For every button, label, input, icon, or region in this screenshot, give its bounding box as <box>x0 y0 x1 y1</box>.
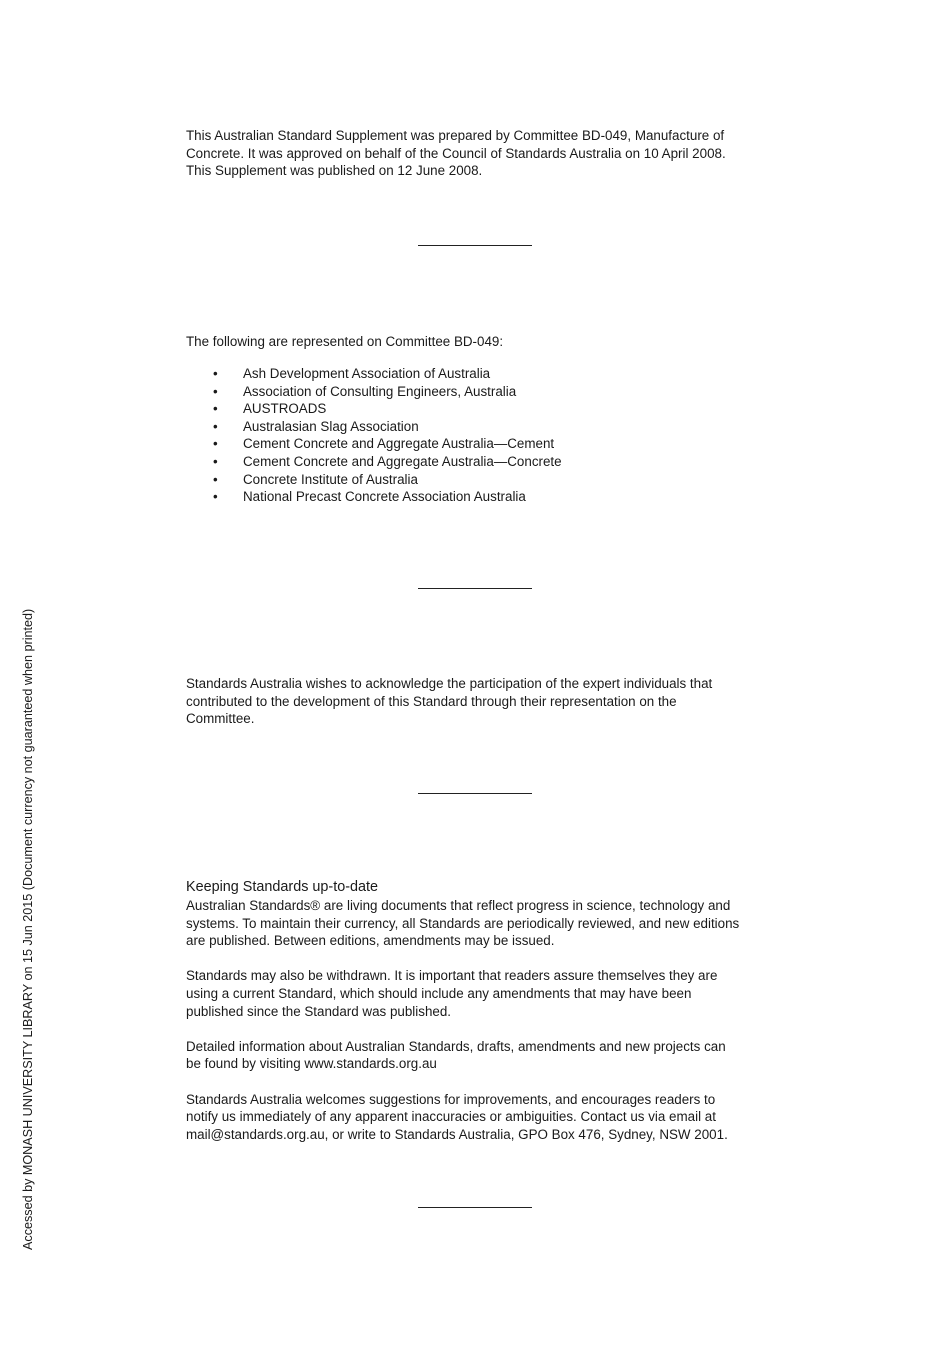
section-divider <box>418 245 532 246</box>
list-item <box>186 488 562 506</box>
list-item <box>186 400 562 418</box>
committee-lead-text: The following are represented on Committee BD-049: <box>186 334 504 349</box>
member-name: Cement Concrete and Aggregate Australia—Concrete <box>243 453 562 469</box>
bullet-icon: • <box>213 418 218 434</box>
section-divider <box>418 588 532 589</box>
bullet-icon: • <box>213 383 218 399</box>
member-name: National Precast Concrete Association Australia <box>243 489 526 505</box>
member-name: Association of Consulting Engineers, Australia <box>243 383 517 399</box>
bullet-icon: • <box>213 453 218 469</box>
keeping-standards-section <box>186 878 776 1143</box>
paragraph: Australian Standards® are living documents that reflect progress in science, technology and systems. To maintain their currency, all Standards are periodically reviewed, and new editions are published. Between editions, amendments may be issued. <box>186 898 740 949</box>
member-name: Australasian Slag Association <box>243 418 419 434</box>
section-divider <box>418 1207 532 1208</box>
acknowledgement-paragraph <box>186 675 776 728</box>
access-margin-note: Accessed by MONASH UNIVERSITY LIBRARY on 15 Jun 2015 (Document currency not guaranteed when printed) <box>21 608 35 1250</box>
bullet-icon: • <box>213 471 218 487</box>
list-item <box>186 471 562 489</box>
intro-paragraph <box>186 127 776 180</box>
member-name: Ash Development Association of Australia <box>243 366 491 381</box>
member-name: Concrete Institute of Australia <box>243 471 418 487</box>
list-item <box>186 365 562 383</box>
acknowledgement-text: Standards Australia wishes to acknowledge the participation of the expert individuals that contributed to the development of this Standard through their representation on the Committee. <box>186 676 713 727</box>
member-name: Cement Concrete and Aggregate Australia—Cement <box>243 436 555 452</box>
committee-lead <box>186 333 776 351</box>
list-item <box>186 418 562 436</box>
bullet-icon: • <box>213 489 218 505</box>
list-item <box>186 383 562 401</box>
bullet-icon: • <box>213 401 218 417</box>
section-heading: Keeping Standards up-to-date <box>186 879 379 895</box>
paragraph: Standards Australia welcomes suggestions for improvements, and encourages readers to notify us immediately of any apparent inaccuracies or ambiguities. Contact us via email at mail@standards.org.au, or write to Standards Australia, GPO Box 476, Sydney, NSW 2001. <box>186 1091 728 1142</box>
committee-member-list <box>186 365 562 506</box>
list-item <box>186 453 562 471</box>
member-name: AUSTROADS <box>243 401 327 417</box>
paragraph: Standards may also be withdrawn. It is important that readers assure themselves they are using a current Standard, which should include any amendments that may have been published since the Standard was published. <box>186 968 718 1019</box>
list-item <box>186 435 562 453</box>
bullet-icon: • <box>213 436 218 452</box>
section-divider <box>418 793 532 794</box>
paragraph: Detailed information about Australian Standards, drafts, amendments and new projects can be found by visiting www.standards.org.au <box>186 1038 726 1072</box>
intro-text: This Australian Standard Supplement was prepared by Committee BD-049, Manufacture of Concrete. It was approved on behalf of the Council of Standards Australia on 10 April 2008. This Supplement was published on 12 June 2008. <box>186 128 726 179</box>
bullet-icon: • <box>213 366 218 381</box>
